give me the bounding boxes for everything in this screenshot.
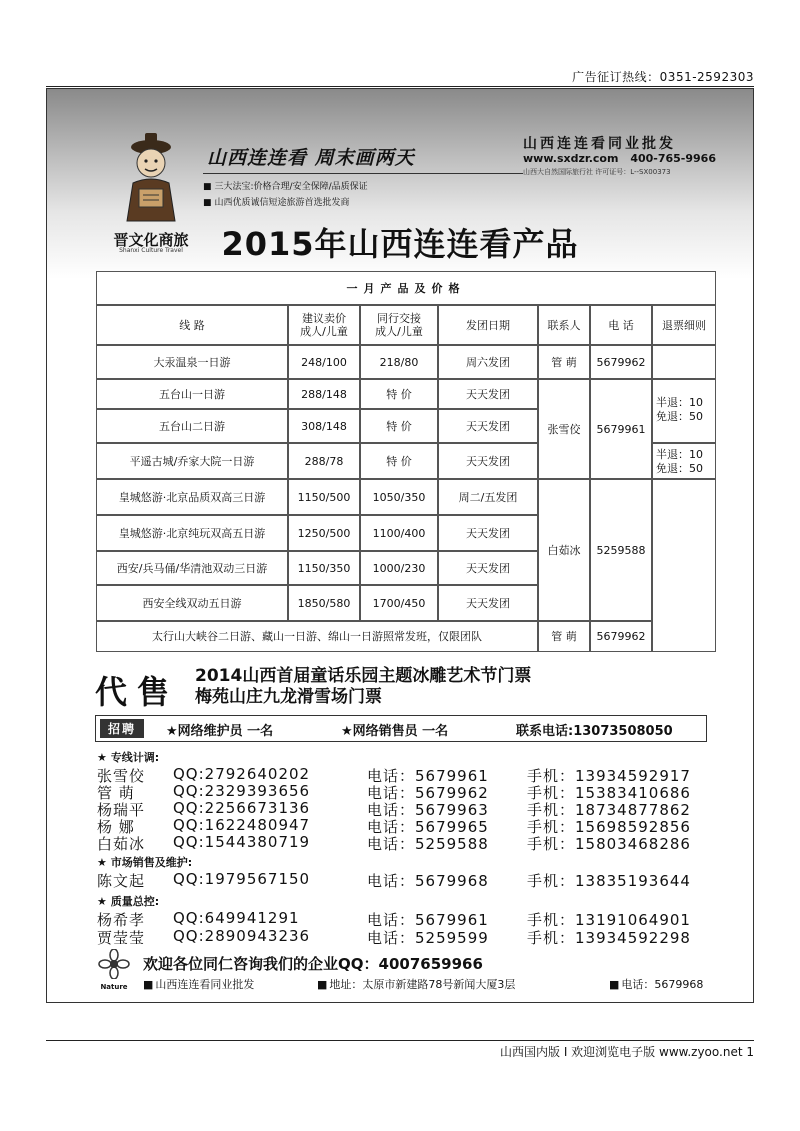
phone-cell: 5679961 — [590, 379, 652, 479]
suggest-price-cell: 308/148 — [288, 409, 360, 443]
date-cell: 周六发团 — [438, 345, 538, 379]
contact-mobile: 手机：15698592856 — [527, 818, 691, 836]
route-cell: 皇城悠游·北京纯玩双高五日游 — [96, 515, 288, 551]
recruit-contact: 联系电话:13073508050 — [516, 724, 673, 739]
product-table — [96, 271, 716, 652]
refund-cell — [652, 479, 716, 652]
contact-mobile: 手机：18734877862 — [527, 801, 691, 819]
trade-price-cell: 特 价 — [360, 443, 438, 479]
header-phone: 电 话 — [590, 305, 652, 345]
slogan: 山西连连看 周末画两天 — [207, 147, 415, 169]
header-suggest-line1: 建议卖价 — [302, 312, 346, 325]
suggest-price-cell: 1150/350 — [288, 551, 360, 585]
page-footer: 山西国内版 I 欢迎浏览电子版 www.zyoo.net 1 — [500, 1045, 754, 1059]
contact-row — [97, 816, 717, 836]
contact-mobile: 手机：13835193644 — [527, 872, 691, 890]
table-caption: 一月产品及价格 — [96, 271, 716, 305]
date-cell: 天天发团 — [438, 379, 538, 409]
top-rule — [46, 86, 754, 87]
contact-mobile: 手机：13934592298 — [527, 929, 691, 947]
contact-cell: 管 萌 — [538, 621, 590, 652]
contact-qq: QQ:1622480947 — [173, 816, 311, 834]
route-cell: 五台山一日游 — [96, 379, 288, 409]
contact-mobile: 手机：13934592917 — [527, 767, 691, 785]
wholesale-title: 山西连连看同业批发 — [523, 136, 676, 152]
contact-tel: 电话：5679963 — [367, 801, 489, 819]
recruit-job-maintenance: ★网络维护员 一名 — [166, 724, 274, 739]
footer-phone: ■ 电话：5679968 — [609, 976, 703, 992]
contact-qq: QQ:1544380719 — [173, 833, 311, 851]
license-text: 山西大自然国际旅行社 许可证号：L--SX00373 — [523, 168, 671, 176]
suggest-price-cell: 1850/580 — [288, 585, 360, 621]
contact-row — [97, 765, 717, 785]
daishou-ticket-1: 2014山西首届童话乐园主题冰雕艺术节门票 — [195, 666, 532, 686]
suggest-price-cell: 288/78 — [288, 443, 360, 479]
route-cell: 西安全线双动五日游 — [96, 585, 288, 621]
contact-name: 杨 娜 — [97, 818, 135, 836]
bottom-rule — [46, 1040, 754, 1041]
contact-tel: 电话：5679968 — [367, 872, 489, 890]
header-refund: 退票细则 — [652, 305, 716, 345]
flower-icon — [97, 949, 131, 979]
section-title-quality: ★ 质量总控: — [97, 895, 160, 908]
route-cell: 五台山二日游 — [96, 409, 288, 443]
contact-qq: QQ:649941291 — [173, 909, 300, 927]
contact-name: 白茹冰 — [97, 835, 146, 853]
contact-row — [97, 799, 717, 819]
route-cell: 皇城悠游·北京品质双高三日游 — [96, 479, 288, 515]
contact-name: 贾莹莹 — [97, 929, 146, 947]
refund-half: 半退：10 — [656, 396, 703, 409]
header-suggest-price — [288, 305, 360, 345]
refund-free: 免退：50 — [656, 410, 703, 423]
contact-row — [97, 833, 717, 853]
header-route: 线 路 — [96, 305, 288, 345]
page-frame — [46, 88, 754, 1003]
contact-name: 管 萌 — [97, 784, 135, 802]
contact-cell: 管 萌 — [538, 345, 590, 379]
contact-row — [97, 927, 717, 947]
trade-price-cell: 218/80 — [360, 345, 438, 379]
phone-cell: 5259588 — [590, 479, 652, 621]
header-suggest-line2: 成人/儿童 — [300, 325, 348, 338]
date-cell: 周二/五发团 — [438, 479, 538, 515]
trade-price-cell: 1000/230 — [360, 551, 438, 585]
wholesale-phone: 400-765-9966 — [630, 152, 716, 165]
date-cell: 天天发团 — [438, 443, 538, 479]
contact-tel: 电话：5679962 — [367, 784, 489, 802]
route-note: 太行山大峡谷二日游、藏山一日游、绵山一日游照常发班，仅限团队 — [96, 621, 538, 652]
trade-price-cell: 1700/450 — [360, 585, 438, 621]
recruit-bar — [95, 715, 707, 742]
trade-price-cell: 1100/400 — [360, 515, 438, 551]
contact-mobile: 手机：13191064901 — [527, 911, 691, 929]
nature-logo — [97, 949, 131, 989]
header-trade-line1: 同行交接 — [377, 312, 421, 325]
contact-mobile: 手机：15383410686 — [527, 784, 691, 802]
contact-qq: QQ:1979567150 — [173, 870, 311, 888]
contact-row — [97, 909, 717, 929]
bullet-guarantee: ■ 三大法宝:价格合理/安全保障/品质保证 — [203, 179, 368, 192]
website-link[interactable]: www.sxdzr.com — [523, 152, 619, 165]
route-cell: 西安/兵马俑/华清池双动三日游 — [96, 551, 288, 585]
refund-cell — [652, 345, 716, 379]
suggest-price-cell: 248/100 — [288, 345, 360, 379]
header-trade-price — [360, 305, 438, 345]
contact-row — [97, 782, 717, 802]
contact-tel: 电话：5259599 — [367, 929, 489, 947]
contact-tel: 电话：5679961 — [367, 911, 489, 929]
footer-address: ■ 地址：太原市新建路78号新闻大厦3层 — [317, 976, 515, 992]
main-title: 2015年山西连连看产品 — [221, 225, 579, 263]
contact-qq: QQ:2329393656 — [173, 782, 311, 800]
brand-subtitle: Shanxi Culture Travel — [119, 247, 183, 254]
date-cell: 天天发团 — [438, 551, 538, 585]
refund-half: 半退：10 — [656, 448, 703, 461]
contact-mobile: 手机：15803468286 — [527, 835, 691, 853]
contact-qq: QQ:2256673136 — [173, 799, 311, 817]
footer-welcome: 欢迎各位同仁咨询我们的企业QQ：4007659966 — [143, 955, 483, 973]
trade-price-cell: 1050/350 — [360, 479, 438, 515]
header-trade-line2: 成人/儿童 — [375, 325, 423, 338]
contact-name: 杨希孝 — [97, 911, 146, 929]
contact-name: 杨瑞平 — [97, 801, 146, 819]
bullet-wholesaler: ■ 山西优质诚信短途旅游首选批发商 — [203, 195, 350, 208]
nature-logo-text: Nature — [100, 983, 128, 991]
contact-name: 陈文起 — [97, 872, 146, 890]
route-cell: 大汞温泉一日游 — [96, 345, 288, 379]
contact-tel: 电话：5259588 — [367, 835, 489, 853]
contact-tel: 电话：5679965 — [367, 818, 489, 836]
slogan-rule — [203, 173, 523, 174]
section-title-operators: ★ 专线计调: — [97, 751, 160, 764]
section-title-marketing: ★ 市场销售及维护: — [97, 856, 193, 869]
brand-name: 晋文化商旅 — [113, 231, 189, 249]
recruit-tag: 招聘 — [100, 719, 144, 738]
phone-cell: 5679962 — [590, 621, 652, 652]
suggest-price-cell: 1250/500 — [288, 515, 360, 551]
refund-free: 免退：50 — [656, 462, 703, 475]
contact-qq: QQ:2890943236 — [173, 927, 311, 945]
date-cell: 天天发团 — [438, 585, 538, 621]
wholesale-contact — [523, 152, 716, 165]
trade-price-cell: 特 价 — [360, 409, 438, 443]
suggest-price-cell: 1150/500 — [288, 479, 360, 515]
date-cell: 天天发团 — [438, 409, 538, 443]
recruit-job-sales: ★网络销售员 一名 — [341, 724, 449, 739]
daishou-label: 代售 — [95, 673, 180, 711]
ad-hotline: 广告征订热线：0351-2592303 — [572, 70, 754, 84]
footer-wholesale: ■ 山西连连看同业批发 — [143, 976, 254, 992]
daishou-ticket-2: 梅苑山庄九龙滑雪场门票 — [195, 687, 382, 707]
contact-name: 张雪佼 — [97, 767, 146, 785]
contact-cell: 张雪佼 — [538, 379, 590, 479]
date-cell: 天天发团 — [438, 515, 538, 551]
route-cell: 平遥古城/乔家大院一日游 — [96, 443, 288, 479]
phone-cell: 5679962 — [590, 345, 652, 379]
contact-tel: 电话：5679961 — [367, 767, 489, 785]
contact-cell: 白茹冰 — [538, 479, 590, 621]
suggest-price-cell: 288/148 — [288, 379, 360, 409]
contact-qq: QQ:2792640202 — [173, 765, 311, 783]
trade-price-cell: 特 价 — [360, 379, 438, 409]
mascot-icon — [105, 125, 197, 229]
header-date: 发团日期 — [438, 305, 538, 345]
header-contact: 联系人 — [538, 305, 590, 345]
contact-row — [97, 870, 717, 890]
